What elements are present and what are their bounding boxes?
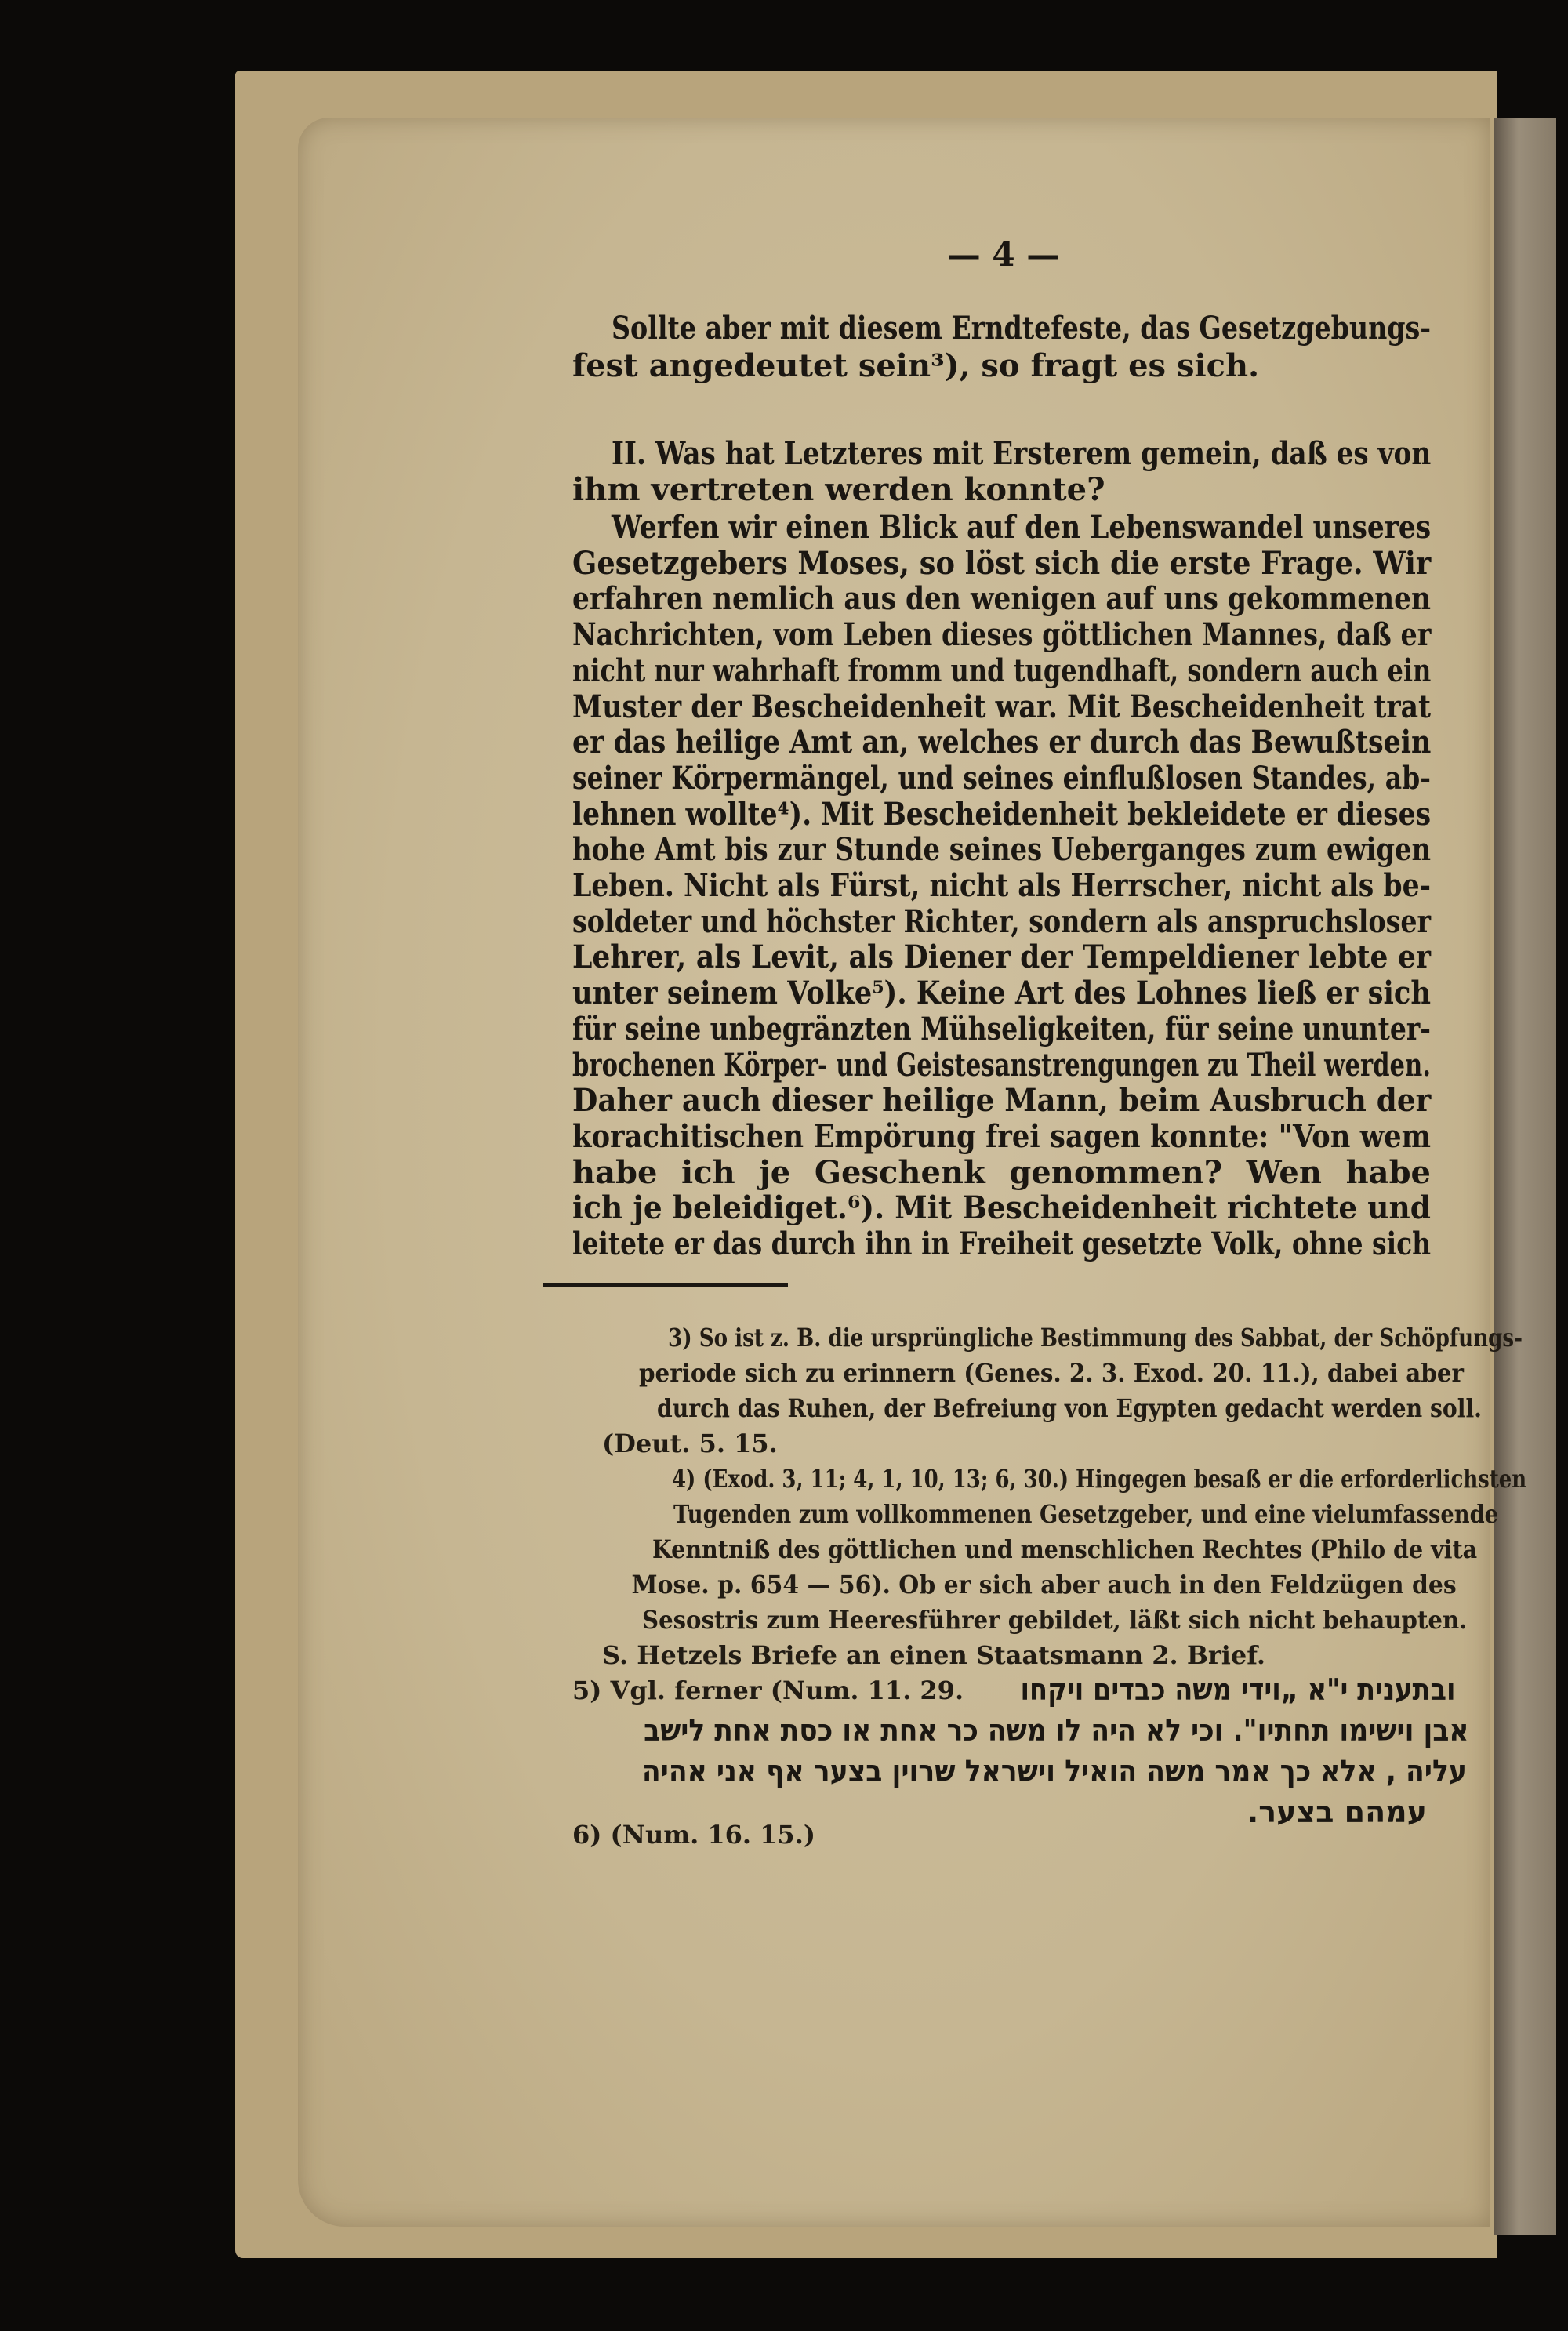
body-line: leitete er das durch ihn in Freiheit gesetzte Volk, ohne sich [572, 1225, 1431, 1262]
body-line: lehnen wollte⁴). Mit Bescheidenheit bekleidete er dieses [572, 795, 1432, 833]
body-line: Muster der Bescheidenheit war. Mit Bescheidenheit trat [572, 688, 1431, 725]
footnote-4-line: Tugenden zum vollkommenen Gesetzgeber, und eine vielumfassende [673, 1499, 1498, 1529]
footnote-3-line: 3) So ist z. B. die ursprüngliche Bestimmung des Sabbat, der Schöpfungs- [668, 1323, 1523, 1352]
footnote-5-hebrew-line: אבן וישימו תחתיו". וכי לא היה לו משה כר אחת או כסת אחת לישב [644, 1713, 1469, 1748]
body-line: Gesetzgebers Moses, so löst sich die erste Frage. Wir [572, 544, 1432, 582]
body-line: ihm vertreten werden konnte? [572, 471, 1105, 508]
body-line: korachitischen Empörung frei sagen konnte: "Von wem [572, 1117, 1431, 1155]
adjacent-page-edge [1494, 118, 1556, 2235]
footnote-6: 6) (Num. 16. 15.) [572, 1820, 815, 1850]
body-line: Werfen wir einen Blick auf den Lebenswandel unseres [612, 509, 1432, 546]
body-line: nicht nur wahrhaft fromm und tugendhaft, sondern auch ein [572, 652, 1432, 689]
footnote-4-line: Sesostris zum Heeresführer gebildet, läßt sich nicht behaupten. [642, 1605, 1468, 1635]
body-line: brochenen Körper- und Geistesanstrengungen zu Theil werden. [572, 1046, 1431, 1084]
body-line: Nachrichten, vom Leben dieses göttlichen Mannes, daß er [572, 616, 1432, 654]
footnote-3-line: periode sich zu erinnern (Genes. 2. 3. Exod. 20. 11.), dabei aber [639, 1358, 1464, 1388]
footnote-3-line: durch das Ruhen, der Befreiung von Egypten gedacht werden soll. [657, 1393, 1482, 1423]
footnote-4-line: Kenntniß des göttlichen und menschlichen Rechtes (Philo de vita [652, 1534, 1478, 1564]
body-line: Daher auch dieser heilige Mann, beim Ausbruch der [572, 1082, 1432, 1120]
footnote-5-intro: 5) Vgl. ferner (Num. 11. 29. [572, 1676, 964, 1705]
body-line: erfahren nemlich aus den wenigen auf uns gekommenen [572, 580, 1431, 618]
body-line: soldeter und höchster Richter, sondern als anspruchsloser [572, 902, 1432, 940]
footnote-4-line: S. Hetzels Briefe an einen Staatsmann 2. Brief. [602, 1640, 1265, 1670]
body-line: unter seinem Volke⁵). Keine Art des Lohnes ließ er sich [572, 975, 1431, 1012]
footnote-3-line: (Deut. 5. 15. [602, 1429, 778, 1458]
body-line: II. Was hat Letzteres mit Ersterem gemein, daß es von [612, 435, 1432, 472]
footnote-5-hebrew-line: עליה , אלא כך אמר משה הואיל וישראל שרוין בצער אף אני אהיה [641, 1754, 1467, 1788]
footnote-5-hebrew-line: עמהם בצער. [1247, 1795, 1427, 1829]
footnote-4-line: Mose. p. 654 — 56). Ob er sich aber auch in den Feldzügen des [631, 1570, 1457, 1599]
footnote-rule [543, 1283, 788, 1287]
body-line: habe ich je Geschenk genommen? Wen habe [572, 1153, 1431, 1191]
body-line: Sollte aber mit diesem Erndtefeste, das Gesetzgebungs- [612, 310, 1432, 347]
body-line: Leben. Nicht als Fürst, nicht als Herrscher, nicht als be- [572, 867, 1431, 904]
body-line: hohe Amt bis zur Stunde seines Ueberganges zum ewigen [572, 831, 1431, 869]
body-line: fest angedeutet sein³), so fragt es sich. [572, 347, 1260, 384]
page-number: — 4 — [947, 235, 1060, 274]
footnote-5-hebrew-line: ובתענית י"א „וידי משה כבדים ויקחו [1020, 1672, 1456, 1707]
body-line: er das heilige Amt an, welches er durch das Bewußtsein [572, 724, 1432, 761]
body-line: ich je beleidiget.⁶). Mit Bescheidenheit richtete und [572, 1189, 1431, 1227]
body-line: Lehrer, als Levit, als Diener der Tempeldiener lebte er [572, 939, 1431, 976]
body-line: für seine unbegränzten Mühseligkeiten, für seine ununter- [572, 1010, 1432, 1047]
footnote-4-line: 4) (Exod. 3, 11; 4, 1, 10, 13; 6, 30.) Hingegen besaß er die erforderlichsten [672, 1464, 1527, 1494]
body-line: seiner Körpermängel, und seines einflußlosen Standes, ab- [572, 759, 1431, 797]
